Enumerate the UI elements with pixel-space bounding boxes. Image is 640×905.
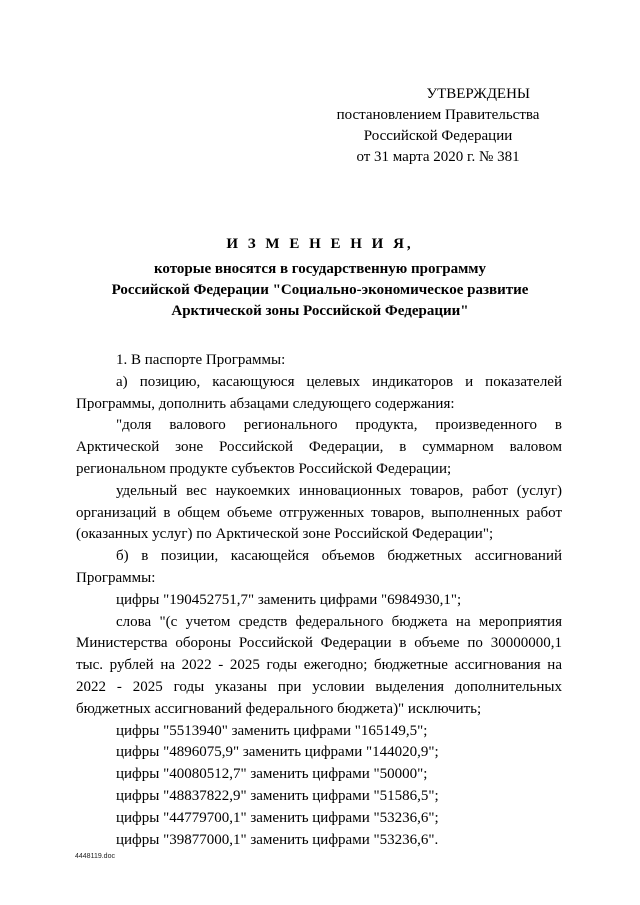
document-title (0, 234, 640, 322)
paragraph: цифры "190452751,7" заменить цифрами "6984930,1"; (116, 591, 462, 608)
approval-stamp: УТВЕРЖДЕНЫ (426, 86, 530, 102)
document-body (76, 350, 562, 851)
paragraph: цифры "40080512,7" заменить цифрами "50000"; (116, 766, 428, 783)
paragraph: удельный вес наукоемких инновационных товаров, работ (услуг) организаций в общем объеме отгруженных товаров, выполненных работ (оказанных услуг) по Арктической зоне Российской Федерации"; (76, 482, 562, 543)
title-line-1: которые вносятся в государственную программу (153, 261, 487, 277)
paragraph: слова "(с учетом средств федерального бюджета на мероприятия Министерства обороны Российской Федерации в объеме по 30000000,1 тыс. рублей на 2022 - 2025 годы ежегодно; бюджетные ассигнования на 2022 - 2025 годы указаны при условии выделения дополнительных бюджетных ассигнований федерального бюджета)" исключить; (76, 613, 562, 717)
paragraph: а) позицию, касающуюся целевых индикаторов и показателей Программы, дополнить абзацами следующего содержания: (76, 373, 562, 412)
approval-line-3: от 31 марта 2020 г. № 381 (356, 149, 520, 165)
paragraph: цифры "39877000,1" заменить цифрами "53236,6". (116, 831, 439, 848)
paragraph: б) в позиции, касающейся объемов бюджетных ассигнований Программы: (76, 548, 562, 586)
title-heading: И З М Е Н Е Н И Я, (226, 236, 414, 252)
approval-block (328, 84, 548, 168)
paragraph: "доля валового регионального продукта, произведенного в Арктической зоне Российской Федерации, в суммарном валовом региональном продукте субъектов Российской Федерации; (76, 417, 562, 477)
paragraph: цифры "48837822,9" заменить цифрами "51586,5"; (116, 787, 439, 804)
document-file-code: 4448119.doc (75, 853, 115, 860)
paragraph: цифры "4896075,9" заменить цифрами "144020,9"; (116, 744, 439, 761)
paragraph: цифры "44779700,1" заменить цифрами "53236,6"; (116, 809, 439, 826)
paragraph: 1. В паспорте Программы: (116, 352, 286, 368)
title-line-2: Российской Федерации "Социально-экономическое развитие (111, 282, 529, 298)
approval-line-2: Российской Федерации (363, 128, 513, 144)
title-line-3: Арктической зоны Российской Федерации" (171, 303, 469, 319)
paragraph: цифры "5513940" заменить цифрами "165149,5"; (116, 722, 428, 739)
approval-line-1: постановлением Правительства (336, 107, 540, 123)
